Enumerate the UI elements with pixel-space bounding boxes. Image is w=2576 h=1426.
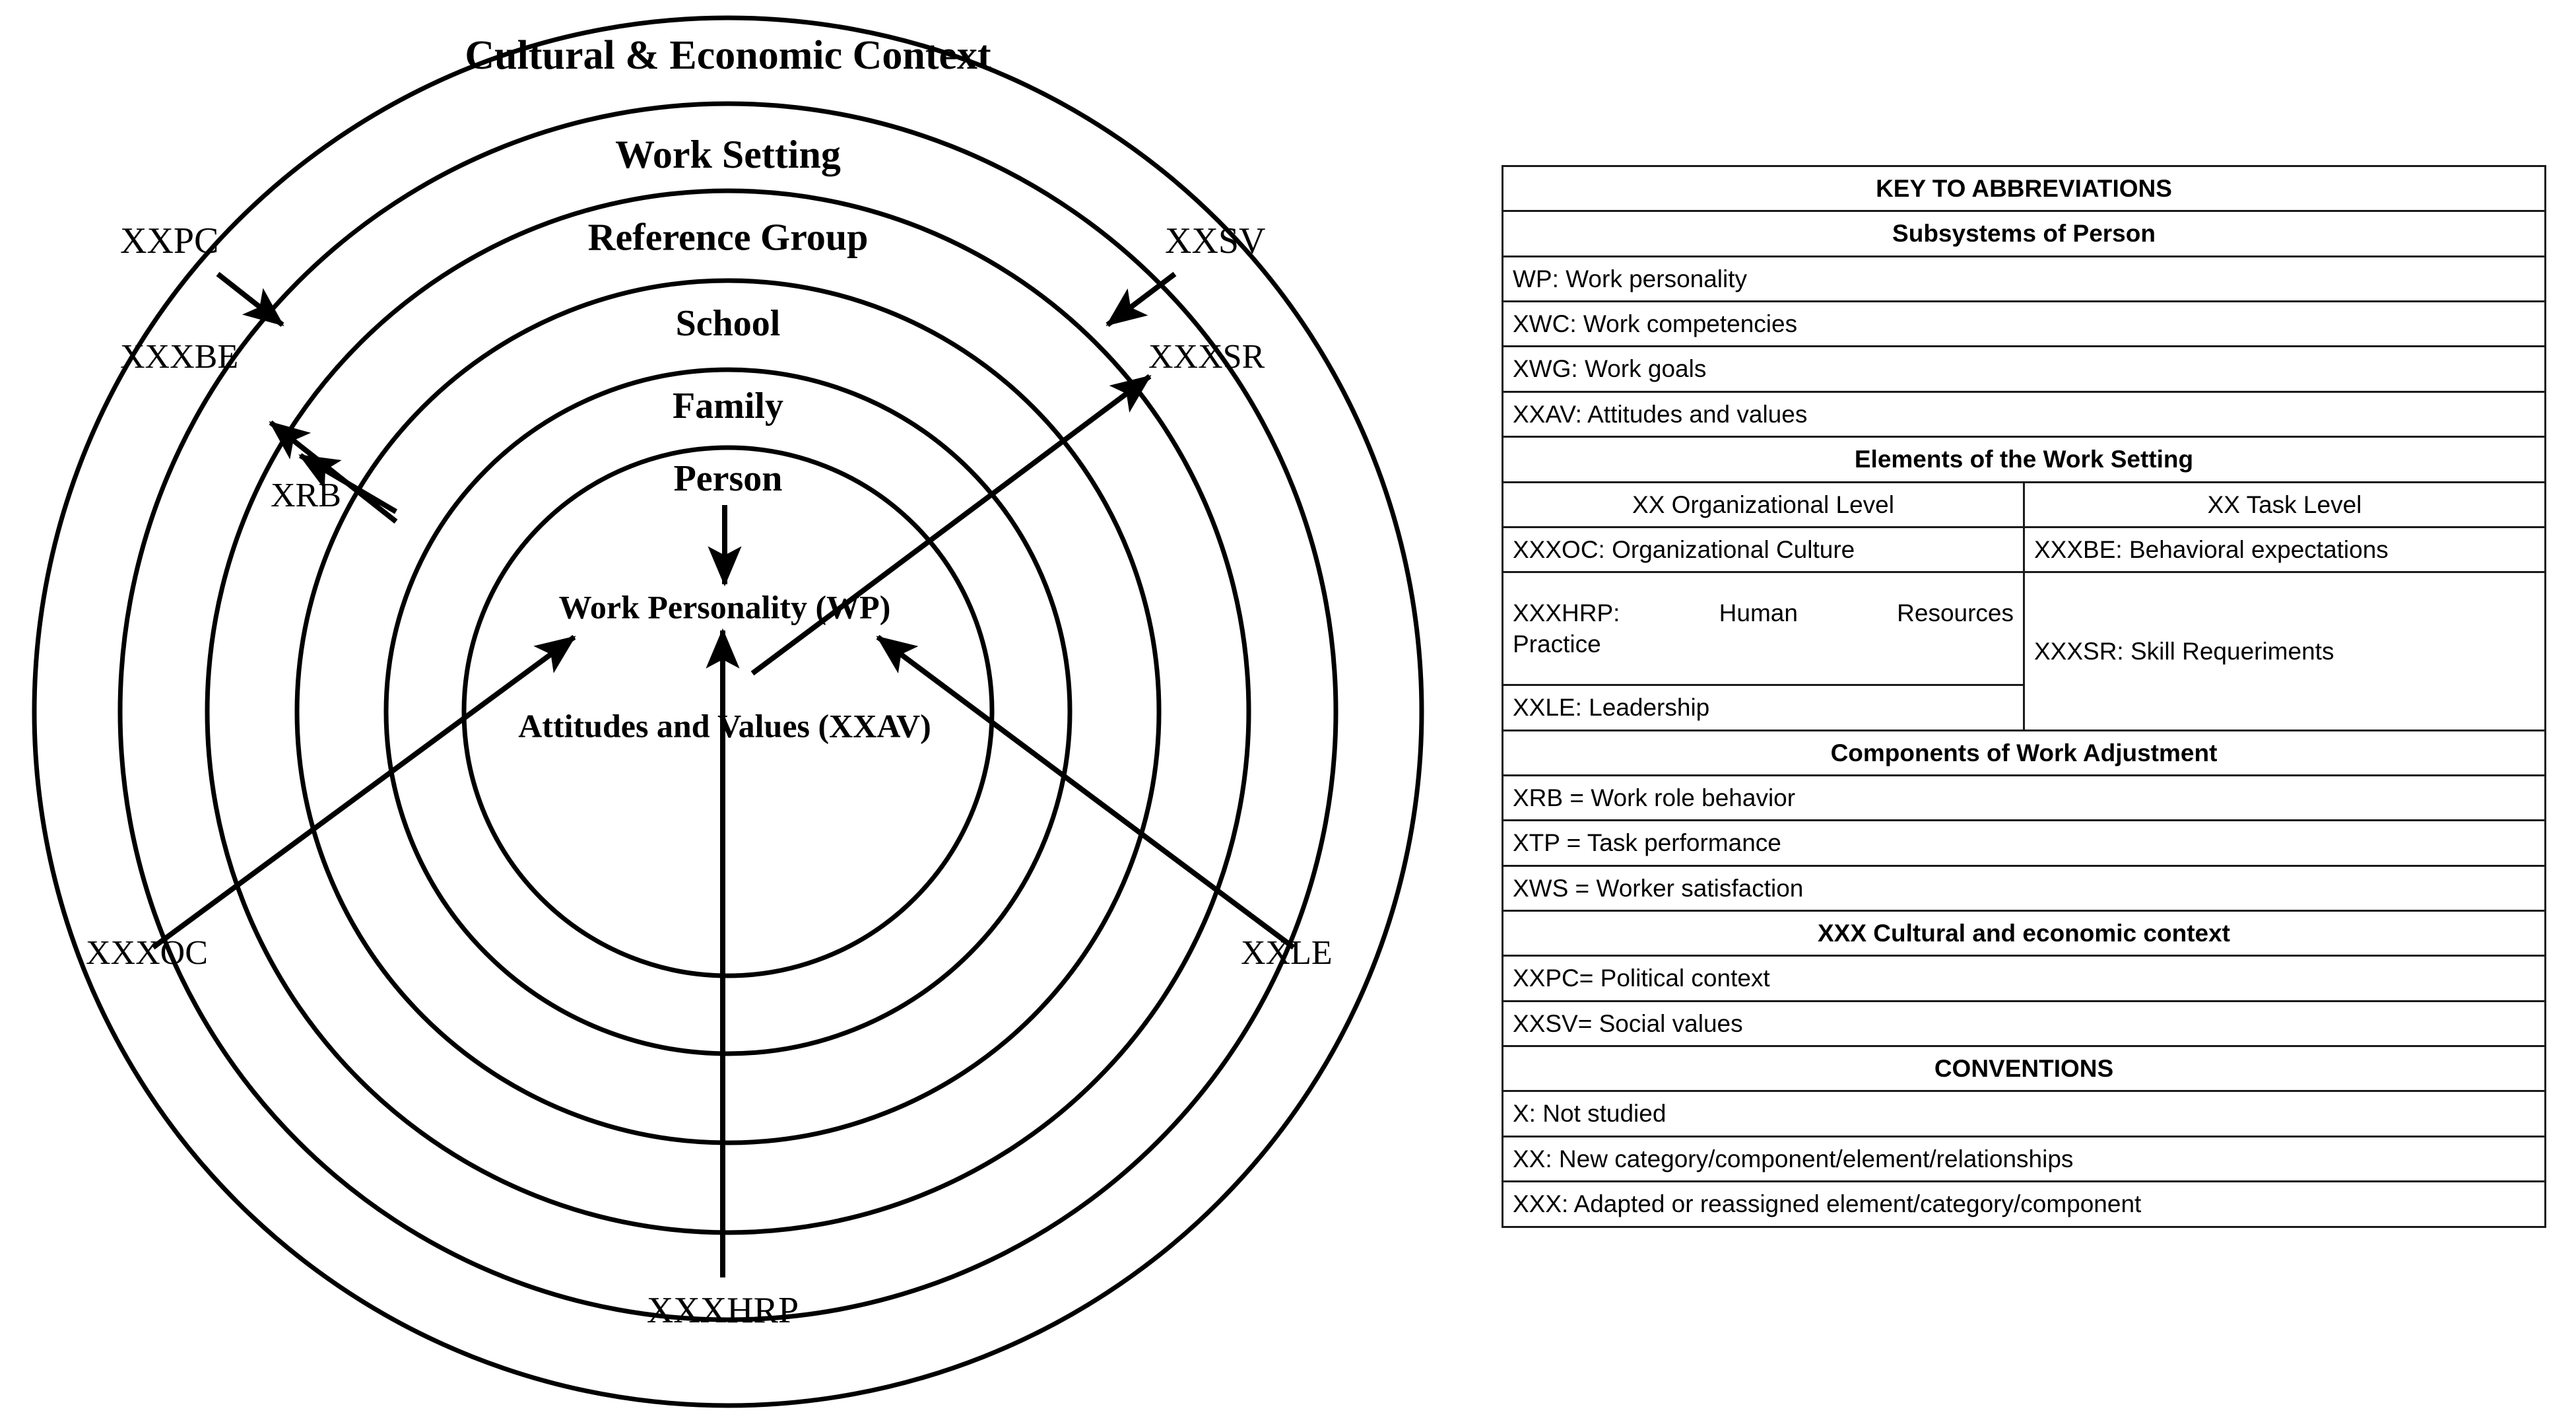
table-row [1503, 166, 2546, 211]
annotation-label-xxxsr: XXXSR [1148, 337, 1265, 376]
key-row-convention-x: X: Not studied [1503, 1091, 2546, 1136]
key-row-xxxbe: XXXBE: Behavioral expectations [2024, 527, 2546, 572]
arrow-xxpc [218, 274, 282, 325]
arrow-xxxsr [752, 376, 1150, 673]
table-row [1503, 256, 2546, 301]
key-row-xrb: XRB = Work role behavior [1503, 775, 2546, 820]
section-heading-cultural-and-economic-context: XXX Cultural and economic context [1503, 911, 2546, 956]
key-row-convention-xxx: XXX: Adapted or reassigned element/category/component [1503, 1182, 2546, 1227]
annotation-label-xxxbe: XXXBE [120, 337, 239, 376]
table-row [1503, 1136, 2546, 1181]
table-row [1503, 527, 2546, 572]
table-row [1503, 956, 2546, 1001]
section-heading-elements-of-the-work-setting: Elements of the Work Setting [1503, 437, 2546, 482]
ring-label-cultural-economic-context: Cultural & Economic Context [465, 33, 991, 79]
annotation-label-xxsv-main: XXSV [1165, 220, 1266, 261]
section-heading-components-of-work-adjustment: Components of Work Adjustment [1503, 730, 2546, 775]
key-table-title: KEY TO ABBREVIATIONS [1503, 166, 2546, 211]
key-row-wp: WP: Work personality [1503, 256, 2546, 301]
table-row [1503, 1182, 2546, 1227]
center-label-work-personality: Work Personality (WP) [558, 588, 891, 626]
annotation-label-xxpc: XXPC [120, 220, 219, 261]
key-row-xxxhrp-line2: Practice [1513, 630, 1601, 658]
key-row-xxxhrp-line1: XXXHRP: Human Resources [1513, 599, 2014, 627]
arrow-xxxoc [153, 637, 574, 947]
table-row [1503, 1091, 2546, 1136]
section-heading-subsystems-of-person: Subsystems of Person [1503, 211, 2546, 256]
table-row [1503, 821, 2546, 866]
key-row-xwg: XWG: Work goals [1503, 347, 2546, 391]
ring-label-school: School [675, 302, 781, 344]
key-row-xxxhrp [1503, 572, 2024, 685]
key-row-xxle: XXLE: Leadership [1503, 685, 2024, 730]
section-heading-conventions: CONVENTIONS [1503, 1046, 2546, 1091]
key-to-abbreviations-table [1502, 165, 2546, 1228]
table-row [1503, 1046, 2546, 1091]
key-row-xws: XWS = Worker satisfaction [1503, 866, 2546, 910]
table-row [1503, 730, 2546, 775]
annotation-label-xxle: XXLE [1241, 934, 1333, 972]
key-row-xtp: XTP = Task performance [1503, 821, 2546, 866]
key-row-convention-xx: XX: New category/component/element/relationships [1503, 1136, 2546, 1181]
key-row-xxav: XXAV: Attitudes and values [1503, 391, 2546, 436]
key-row-xxxsr: XXXSR: Skill Requeriments [2024, 572, 2546, 730]
col-header-task-level: XX Task Level [2024, 482, 2546, 527]
ring-label-reference-group: Reference Group [587, 215, 869, 259]
table-row [1503, 1001, 2546, 1046]
table-row [1503, 911, 2546, 956]
table-row [1503, 437, 2546, 482]
col-header-organizational-level: XX Organizational Level [1503, 482, 2024, 527]
table-row [1503, 347, 2546, 391]
annotation-label-xxxhrp: XXXHRP [646, 1289, 799, 1331]
table-row [1503, 302, 2546, 347]
ring-label-work-setting: Work Setting [615, 132, 841, 176]
key-row-xwc: XWC: Work competencies [1503, 302, 2546, 347]
ring-label-person: Person [673, 458, 783, 499]
table-row [1503, 775, 2546, 820]
table-row [1503, 866, 2546, 910]
arrow-xxsv [1107, 274, 1175, 325]
center-label-attitudes-values: Attitudes and Values (XXAV) [518, 707, 931, 745]
table-row [1503, 482, 2546, 527]
annotation-label-xrb: XRB [271, 476, 341, 514]
key-row-xxsv: XXSV= Social values [1503, 1001, 2546, 1046]
annotation-label-xxxoc: XXXOC [86, 934, 208, 972]
table-row [1503, 211, 2546, 256]
table-row [1503, 572, 2546, 685]
ring-label-family: Family [673, 385, 783, 426]
arrow-xxle [878, 637, 1294, 947]
key-row-xxpc: XXPC= Political context [1503, 956, 2546, 1001]
table-row [1503, 391, 2546, 436]
key-row-xxxoc: XXXOC: Organizational Culture [1503, 527, 2024, 572]
